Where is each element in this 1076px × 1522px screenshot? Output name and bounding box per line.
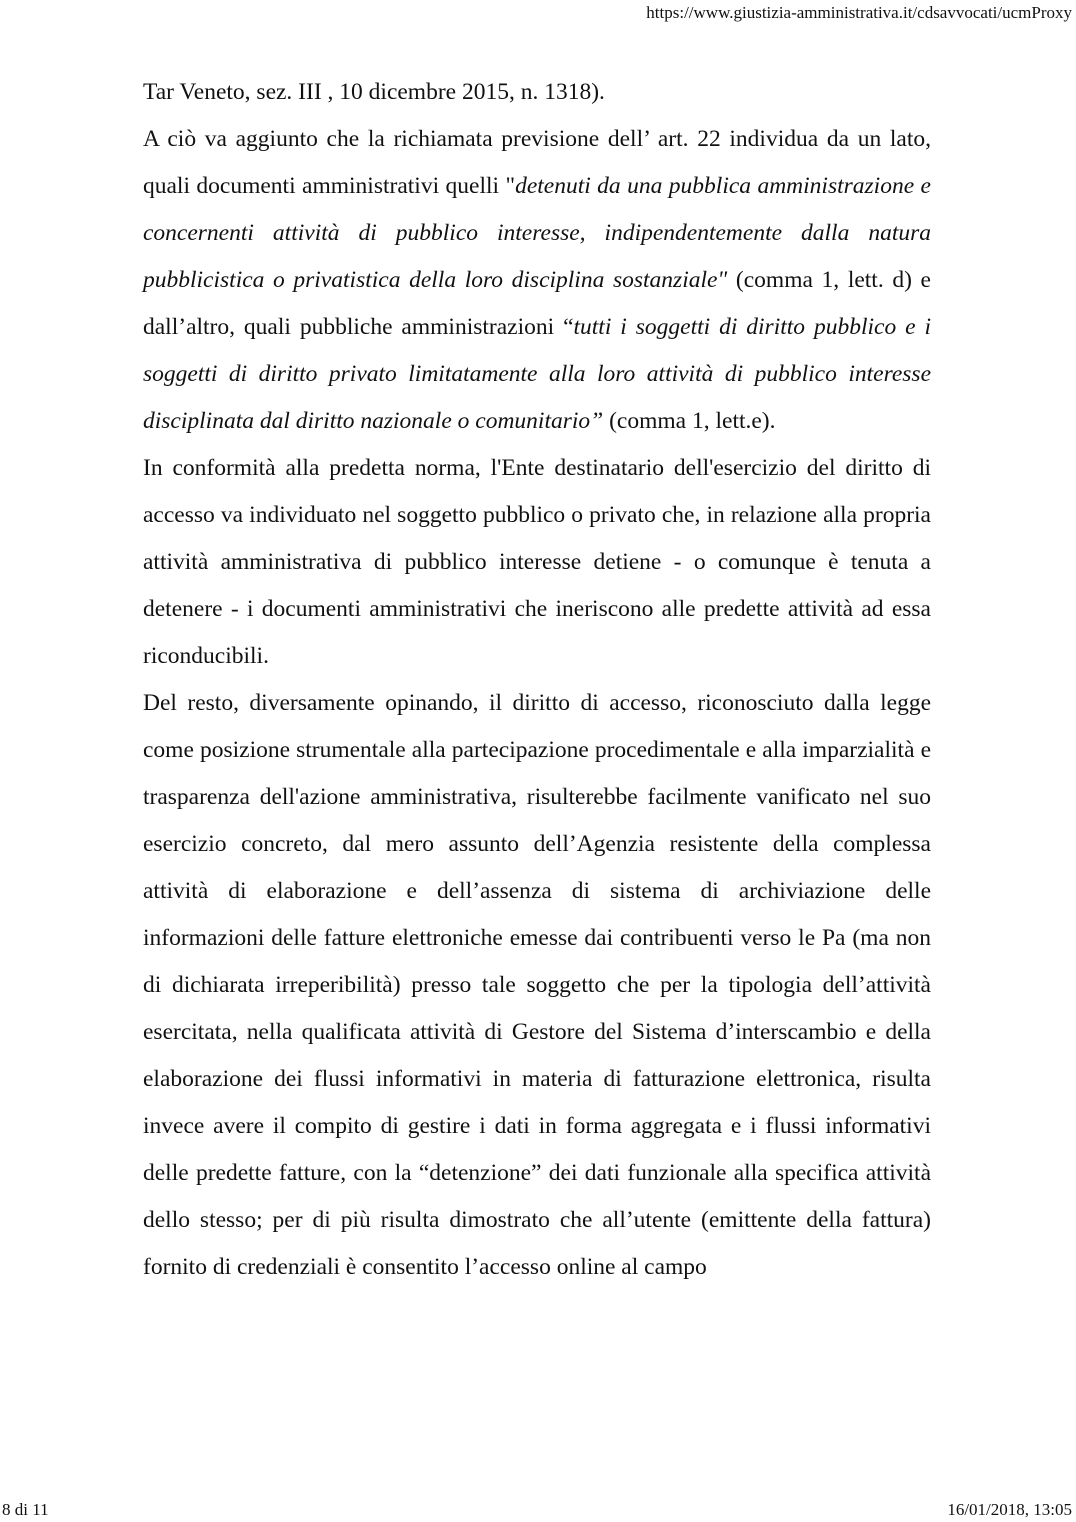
document-body xyxy=(143,69,931,1291)
paragraph-art-22 xyxy=(143,116,931,445)
header-url: https://www.giustizia-amministrativa.it/cdsavvocati/ucmProxy xyxy=(646,3,1072,22)
paragraph-del-resto: Del resto, diversamente opinando, il diritto di accesso, riconosciuto dalla legge come posizione strumentale alla partecipazione procedimentale e alla imparzialità e trasparenza dell'azione amministrativa, risulterebbe facilmente vanificato nel suo esercizio concreto, dal mero assunto dell’Agenzia resistente della complessa attività di elaborazione e dell’assenza di sistema di archiviazione delle informazioni delle fatture elettroniche emesse dai contribuenti verso le Pa (ma non di dichiarata irreperibilità) presso tale soggetto che per la tipologia dell’attività esercitata, nella qualificata attività di Gestore del Sistema d’interscambio e della elaborazione dei flussi informativi in materia di fatturazione elettronica, risulta invece avere il compito di gestire i dati in forma aggregata e i flussi informativi delle predette fatture, con la “detenzione” dei dati funzionale alla specifica attività dello stesso; per di più risulta dimostrato che all’utente (emittente della fattura) fornito di credenziali è consentito l’accesso online al campo xyxy=(143,690,931,1280)
print-timestamp: 16/01/2018, 13:05 xyxy=(947,1500,1072,1519)
paragraph-text: A ciò va aggiunto che la richiamata previsione dell’ art. 22 individua da un lato, quali documenti amministrativi quelli " xyxy=(143,126,931,199)
paragraph-citation: Tar Veneto, sez. III , 10 dicembre 2015, n. 1318). xyxy=(143,79,605,105)
paragraph-text: (comma 1, lett. d) e dall’altro, quali pubbliche amministrazioni “ xyxy=(143,267,931,340)
page-number: 8 di 11 xyxy=(2,1500,49,1519)
paragraph-conformita: In conformità alla predetta norma, l'Ente destinatario dell'esercizio del diritto di accesso va individuato nel soggetto pubblico o privato che, in relazione alla propria attività amministrativa di pubblico interesse detiene - o comunque è tenuta a detenere - i documenti amministrativi che ineriscono alle predette attività ad essa riconducibili. xyxy=(143,455,931,669)
quoted-text: detenuti da una pubblica amministrazione e concernenti attività di pubblico interesse, indipendentemente dalla natura pubblicistica o privatistica della loro disciplina sostanziale" xyxy=(143,173,931,293)
paragraph-text: (comma 1, lett.e). xyxy=(603,408,776,434)
quoted-text: tutti i soggetti di diritto pubblico e i soggetti di diritto privato limitatamente alla loro attività di pubblico interesse disciplinata dal diritto nazionale o comunitario” xyxy=(143,314,931,434)
